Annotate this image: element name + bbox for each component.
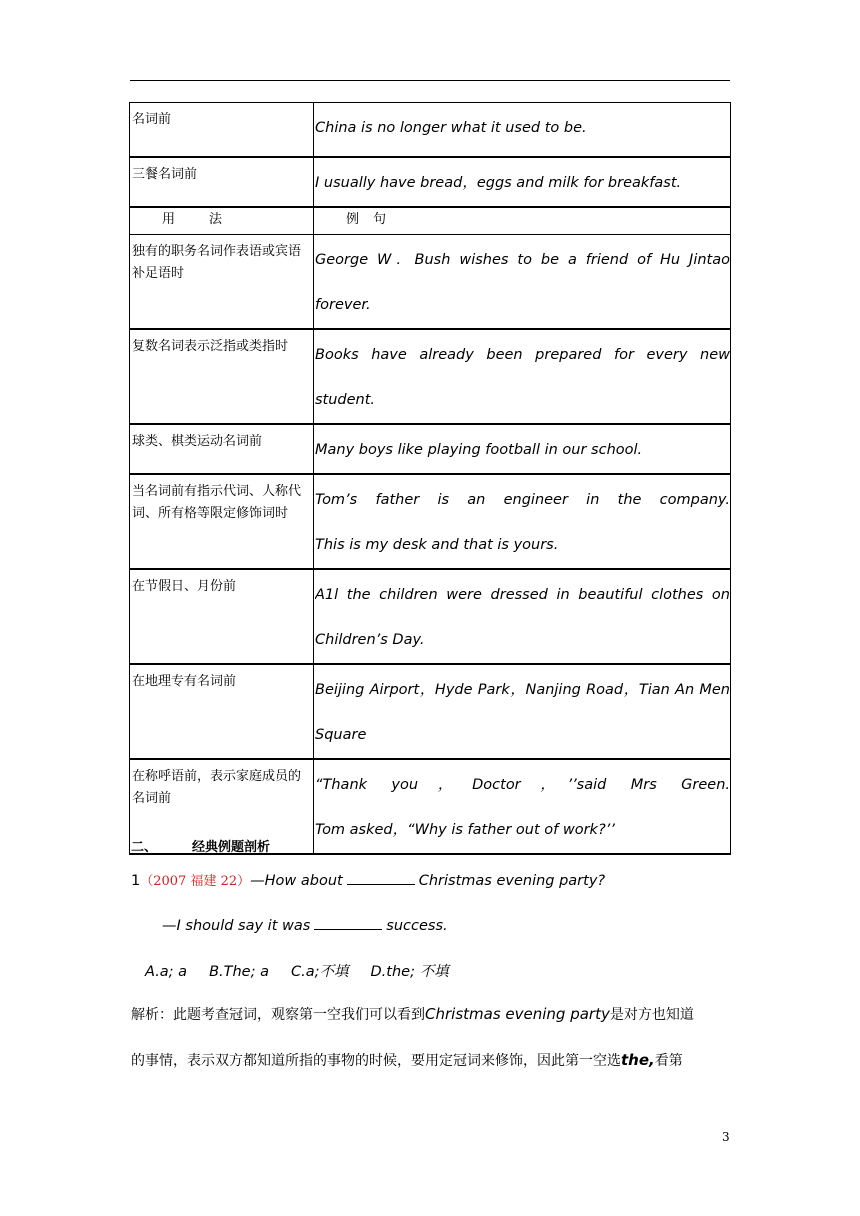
explanation-line-2	[131, 1050, 731, 1070]
question-source: （2007 福建 22）	[140, 874, 251, 889]
table-row	[130, 329, 731, 424]
table-row	[130, 234, 731, 329]
answer-blank-1	[347, 870, 415, 885]
example-sentence: China is no longer what it used to be.	[315, 120, 587, 136]
question-number: 1	[131, 873, 141, 889]
example-sentence: “Thank you，Doctor，’’said Mrs Green.	[315, 776, 730, 793]
answer-blank-2	[314, 915, 382, 930]
explanation-text-1a: 解析：此题考查冠词，观察第一空我们可以看到	[131, 1007, 425, 1023]
example-sentence: Children’s Day.	[315, 631, 425, 648]
table-row	[130, 569, 731, 664]
example-sentence: I usually have bread，eggs and milk for breakfast.	[315, 174, 682, 191]
table-row	[130, 664, 731, 759]
explanation-text-2a: 的事情，表示双方都知道所指的事物的时候，要用定冠词来修饰，因此第一空选	[131, 1053, 621, 1069]
usage-cell: 当名词前有指示代词、人称代词、所有格等限定修饰词时	[130, 474, 314, 569]
example-sentence: Beijing Airport，Hyde Park，Nanjing Road，Tian An Men	[315, 681, 730, 698]
example-sentence: student.	[315, 391, 376, 408]
example-cell	[314, 569, 731, 664]
usage-cell: 三餐名词前	[130, 157, 314, 207]
example-sentence: Books have already been prepared for every new	[315, 346, 730, 363]
example-cell	[314, 474, 731, 569]
question-text-2b: success.	[386, 918, 448, 934]
option-b: B.The; a	[209, 964, 269, 980]
question-options	[145, 960, 471, 981]
explanation-text-2b: 看第	[654, 1053, 683, 1069]
table-row	[130, 103, 731, 157]
article-usage-table	[129, 102, 731, 855]
question-line-1	[131, 870, 605, 889]
section-title: 经典例题剖析	[192, 840, 271, 855]
header-usage	[130, 207, 314, 235]
header-example	[314, 207, 731, 235]
example-cell	[314, 329, 731, 424]
example-sentence: Many boys like playing football in our school.	[315, 441, 643, 458]
example-cell	[314, 157, 731, 207]
question-line-2	[162, 915, 448, 934]
option-a: A.a; a	[145, 964, 188, 980]
example-sentence: forever.	[315, 296, 371, 313]
explanation-emphasis-2: the,	[621, 1051, 655, 1069]
option-d: D.the; 不填	[370, 964, 449, 980]
usage-cell: 名词前	[130, 103, 314, 157]
section-number: 二、	[131, 840, 158, 855]
example-cell	[314, 103, 731, 157]
question-text-2a: —I should say it was	[162, 918, 311, 934]
example-sentence: Tom asked，“Why is father out of work?’’	[315, 821, 615, 838]
usage-cell: 在称呼语前，表示家庭成员的名词前	[130, 759, 314, 854]
usage-cell: 复数名词表示泛指或类指时	[130, 329, 314, 424]
option-c: C.a;不填	[290, 964, 349, 980]
header-usage-label: 用法	[162, 211, 257, 227]
example-sentence: Square	[315, 726, 367, 743]
usage-cell: 在节假日、月份前	[130, 569, 314, 664]
example-cell	[314, 664, 731, 759]
example-cell	[314, 424, 731, 474]
question-text-1a: —How about	[250, 873, 343, 889]
page-number: 3	[722, 1130, 730, 1144]
explanation-line-1	[131, 1004, 731, 1024]
example-cell	[314, 759, 731, 854]
header-rule	[130, 80, 730, 81]
usage-cell: 球类、棋类运动名词前	[130, 424, 314, 474]
example-sentence: A1l the children were dressed in beautiful clothes on	[315, 586, 730, 603]
usage-cell: 在地理专有名词前	[130, 664, 314, 759]
table-row	[130, 157, 731, 207]
example-sentence: George W．Bush wishes to be a friend of Hu Jintao	[315, 251, 730, 268]
usage-cell: 独有的职务名词作表语或宾语补足语时	[130, 234, 314, 329]
header-example-label: 例句	[346, 211, 401, 227]
table-row	[130, 424, 731, 474]
section-heading	[131, 836, 270, 855]
explanation-emphasis-1: Christmas evening party	[425, 1005, 610, 1023]
table-row	[130, 474, 731, 569]
question-text-1b: Christmas evening party?	[418, 873, 606, 889]
example-sentence: Tom’s father is an engineer in the company.	[315, 491, 730, 508]
table-header-row	[130, 207, 731, 235]
example-cell	[314, 234, 731, 329]
example-sentence: This is my desk and that is yours.	[315, 536, 559, 553]
explanation-text-1b: 是对方也知道	[609, 1007, 694, 1023]
